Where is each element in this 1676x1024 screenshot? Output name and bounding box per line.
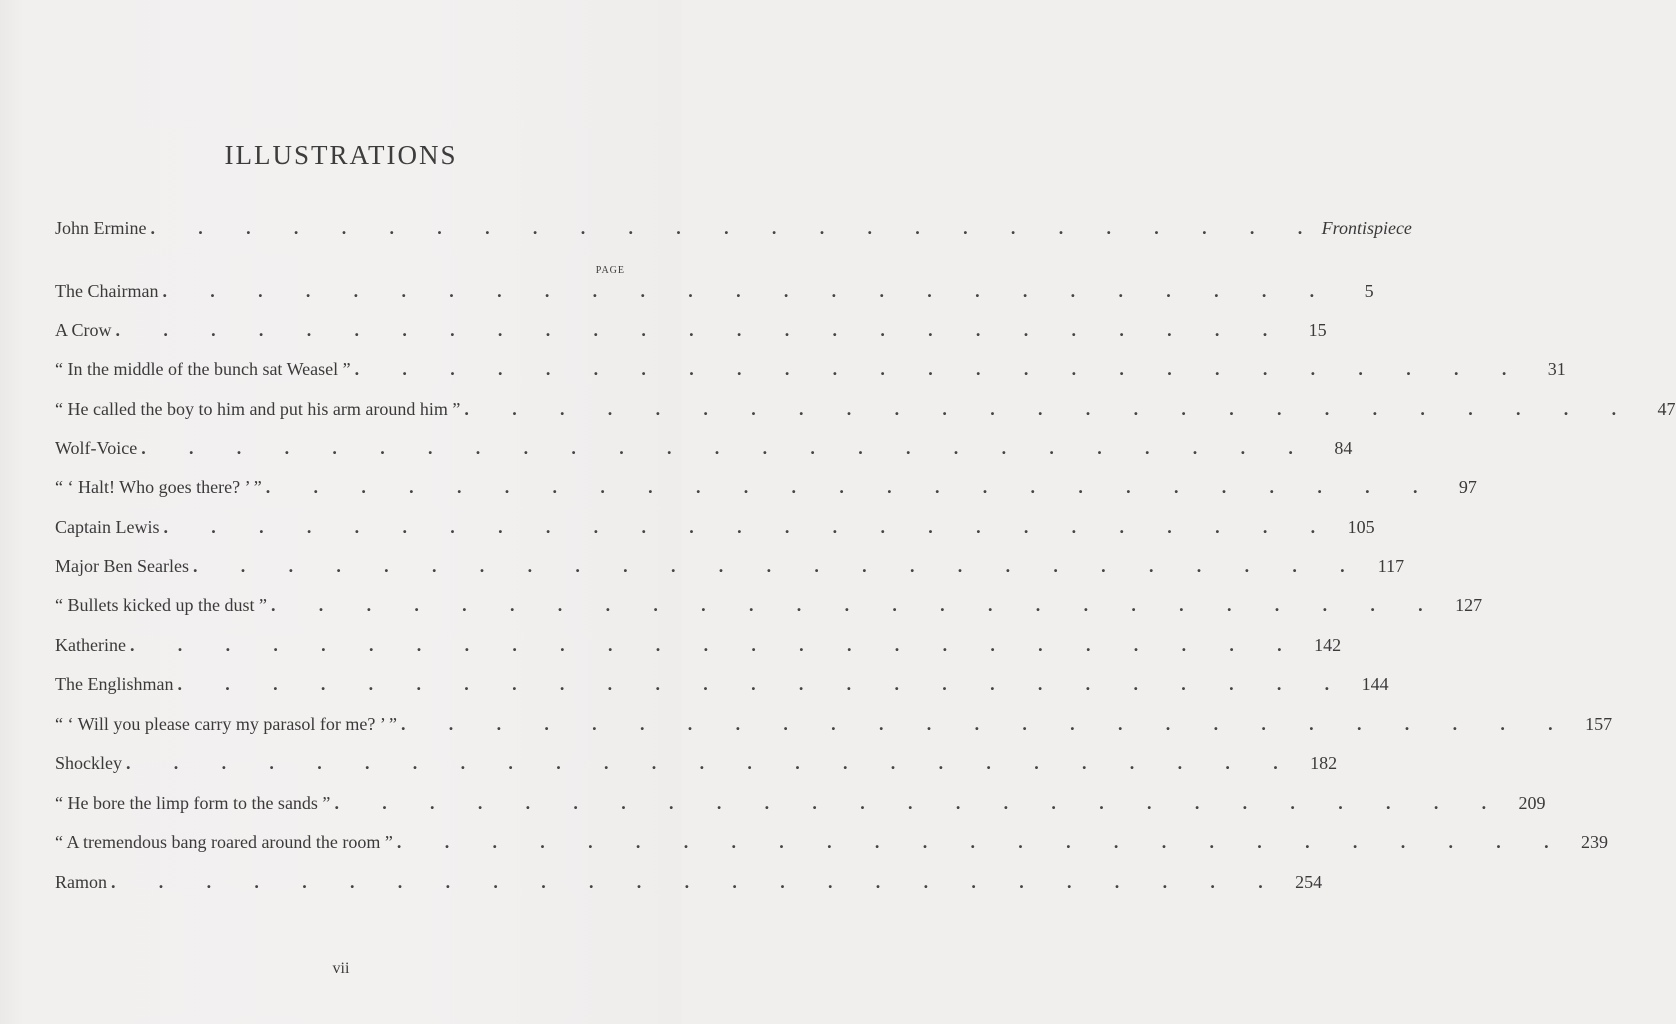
dot-leader: . . . . . . . . . . . . . . . . . . . . . . . . . bbox=[334, 793, 1506, 813]
list-item bbox=[55, 477, 1477, 505]
entry-label: Shockley bbox=[55, 753, 122, 773]
frontispiece-entry bbox=[55, 218, 1412, 246]
list-item bbox=[55, 556, 1405, 584]
entry-page: 47 bbox=[1657, 399, 1676, 419]
entry-page: 31 bbox=[1547, 359, 1566, 379]
dot-leader: . . . . . . . . . . . . . . . . . . . . . . . . . bbox=[192, 556, 1365, 576]
entry-label: Wolf-Voice bbox=[55, 438, 138, 458]
entry-label: The Englishman bbox=[55, 674, 174, 694]
list-item bbox=[55, 438, 1353, 466]
entry-label: Major Ben Searles bbox=[55, 556, 189, 576]
entry-label: John Ermine bbox=[55, 218, 147, 238]
entry-page: 5 bbox=[1364, 281, 1374, 301]
page-title: ILLUSTRATIONS bbox=[224, 140, 458, 170]
list-item bbox=[55, 714, 1613, 742]
dot-leader: . . . . . . . . . . . . . . . . . . . . . . . . . bbox=[270, 595, 1443, 615]
entry-label: “ Bullets kicked up the dust ” bbox=[55, 595, 267, 615]
entry-page: 97 bbox=[1458, 477, 1477, 497]
list-item bbox=[55, 753, 1338, 781]
dot-leader: . . . . . . . . . . . . . . . . . . . . . . . . . bbox=[111, 872, 1283, 892]
dot-leader: . . . . . . . . . . . . . . . . . . . . . . . . . bbox=[400, 714, 1573, 734]
list-item bbox=[55, 281, 1374, 309]
entry-page: 117 bbox=[1377, 556, 1405, 576]
list-item bbox=[55, 872, 1323, 900]
entry-label: A Crow bbox=[55, 320, 112, 340]
list-item bbox=[55, 320, 1327, 348]
list-item bbox=[55, 359, 1566, 387]
dot-leader: . . . . . . . . . . . . . . . . . . . . . . . . . bbox=[129, 635, 1302, 655]
list-item bbox=[55, 517, 1375, 545]
entry-page: 239 bbox=[1581, 832, 1609, 852]
dot-leader: . . . . . . . . . . . . . . . . . . . . . . . . . bbox=[177, 674, 1349, 694]
entry-label: “ ‘ Halt! Who goes there? ’ ” bbox=[55, 477, 262, 497]
dot-leader: . . . . . . . . . . . . . . . . . . . . . . . . . bbox=[162, 281, 1334, 301]
dot-leader: . . . . . . . . . . . . . . . . . . . . . . . . . bbox=[464, 399, 1636, 419]
list-item bbox=[55, 399, 1676, 427]
entry-label: Captain Lewis bbox=[55, 517, 160, 537]
entry-label: “ He called the boy to him and put his arm around him ” bbox=[55, 399, 461, 419]
list-item bbox=[55, 674, 1389, 702]
list-item bbox=[55, 832, 1609, 860]
entry-page: 157 bbox=[1585, 714, 1613, 734]
entry-label: “ In the middle of the bunch sat Weasel ” bbox=[55, 359, 351, 379]
dot-leader: . . . . . . . . . . . . . . . . . . . . . . . . . bbox=[126, 753, 1298, 773]
entry-page: Frontispiece bbox=[1321, 218, 1412, 238]
entry-label: “ He bore the limp form to the sands ” bbox=[55, 793, 331, 813]
entry-page: 254 bbox=[1295, 872, 1323, 892]
dot-leader: . . . . . . . . . . . . . . . . . . . . . . . . . bbox=[163, 517, 1335, 537]
dot-leader: . . . . . . . . . . . . . . . . . . . . . . . . . bbox=[150, 218, 1322, 238]
entry-page: 144 bbox=[1361, 674, 1389, 694]
list-item bbox=[55, 635, 1342, 663]
entry-page: 127 bbox=[1455, 595, 1483, 615]
entry-page: 142 bbox=[1314, 635, 1342, 655]
entry-label: Katherine bbox=[55, 635, 126, 655]
page-column-heading: PAGE bbox=[595, 265, 625, 276]
entry-page: 209 bbox=[1518, 793, 1546, 813]
entry-page: 15 bbox=[1308, 320, 1327, 340]
entry-label: The Chairman bbox=[55, 281, 159, 301]
list-item bbox=[55, 793, 1546, 821]
entry-page: 182 bbox=[1310, 753, 1338, 773]
dot-leader: . . . . . . . . . . . . . . . . . . . . . . . . . bbox=[265, 477, 1437, 497]
list-item bbox=[55, 595, 1483, 623]
entry-label: Ramon bbox=[55, 872, 107, 892]
page-number: vii bbox=[332, 960, 350, 977]
entry-label: “ ‘ Will you please carry my parasol for me? ’ ” bbox=[55, 714, 397, 734]
dot-leader: . . . . . . . . . . . . . . . . . . . . . . . . . bbox=[396, 832, 1569, 852]
entry-page: 84 bbox=[1334, 438, 1353, 458]
entry-label: “ A tremendous bang roared around the room ” bbox=[55, 832, 393, 852]
dot-leader: . . . . . . . . . . . . . . . . . . . . . . . . . bbox=[115, 320, 1287, 340]
entry-page: 105 bbox=[1347, 517, 1375, 537]
dot-leader: . . . . . . . . . . . . . . . . . . . . . . . . . bbox=[141, 438, 1313, 458]
dot-leader: . . . . . . . . . . . . . . . . . . . . . . . . . bbox=[354, 359, 1526, 379]
